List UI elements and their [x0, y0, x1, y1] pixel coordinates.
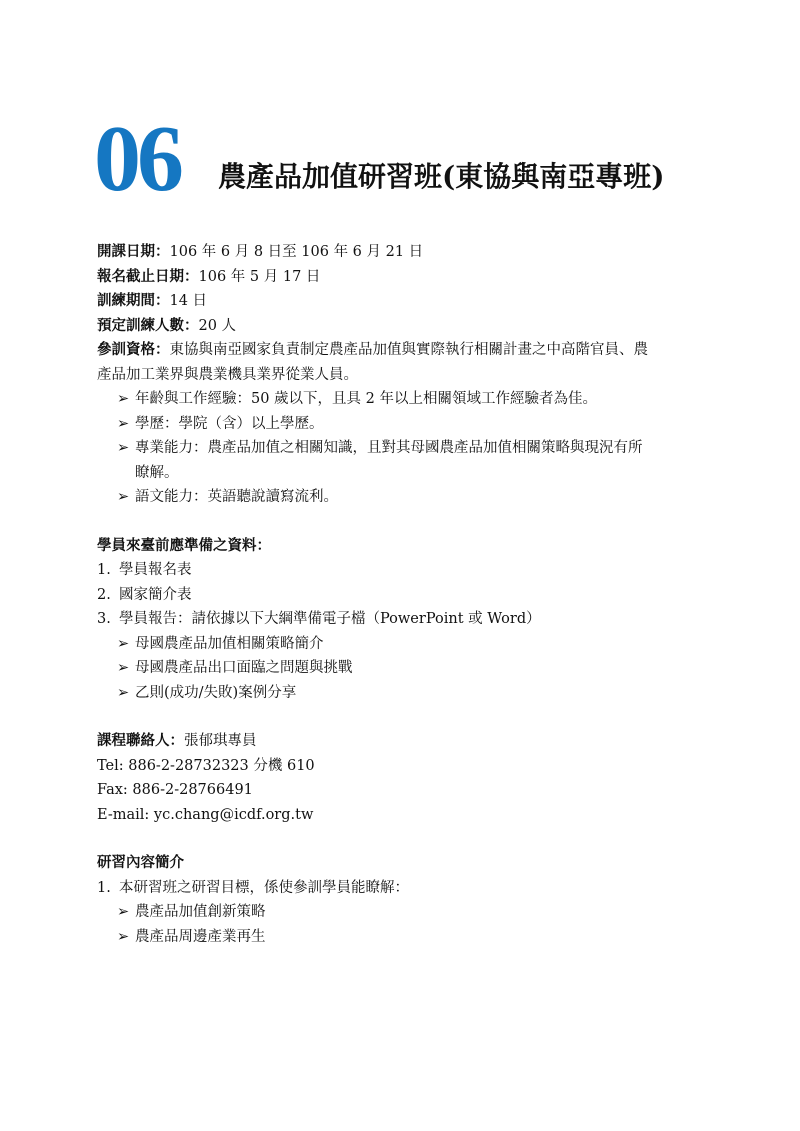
- arrow-bullet-icon: ➢: [117, 635, 130, 652]
- deadline-value: 106 年 5 月 17 日: [198, 268, 321, 285]
- duration-label: 訓練期間：: [97, 292, 170, 309]
- arrow-bullet-icon: ➢: [117, 489, 130, 505]
- content-sub-item: 農產品加值創新策略: [135, 904, 266, 920]
- qualification-line: [97, 338, 712, 363]
- section-number: 06: [94, 107, 180, 211]
- arrow-bullet-icon: ➢: [117, 660, 130, 676]
- duration-value: 14 日: [169, 293, 208, 309]
- list-item: 1. 學員報名表: [97, 562, 192, 578]
- duration-line: [97, 289, 712, 314]
- prep-heading: 學員來臺前應準備之資料：: [97, 536, 271, 554]
- start-date-line: [97, 240, 712, 265]
- list-item: [97, 485, 712, 510]
- arrow-bullet-icon: ➢: [117, 415, 130, 432]
- content-heading: 研習內容簡介: [97, 854, 184, 871]
- qualification-item: 專業能力：農產品加值之相關知識，且對其母國農產品加值相關策略與現況有所: [135, 440, 643, 456]
- list-item: 1. 本研習班之研習目標，係使參訓學員能瞭解：: [97, 879, 409, 896]
- arrow-bullet-icon: ➢: [117, 928, 130, 945]
- list-item: [97, 412, 712, 437]
- arrow-bullet-icon: ➢: [117, 684, 130, 701]
- list-item: [97, 632, 712, 657]
- prep-sub-item: 母國農產品加值相關策略簡介: [135, 635, 324, 652]
- qualification-item-cont: 瞭解。: [135, 464, 179, 481]
- trainees-value: 20 人: [198, 317, 237, 334]
- qualification-line-cont: 產品加工業界與農業機具業界從業人員。: [97, 366, 358, 383]
- content-sub-item: 農產品周邊產業再生: [135, 928, 266, 945]
- content-item: 本研習班之研習目標，係使參訓學員能瞭解：: [119, 879, 409, 896]
- arrow-bullet-icon: ➢: [117, 904, 130, 920]
- prep-sub-item: 乙則(成功/失敗)案例分享: [135, 684, 297, 701]
- list-item: [97, 900, 712, 925]
- start-date-value: 106 年 6 月 8 日至 106 年 6 月 21 日: [169, 244, 424, 260]
- arrow-bullet-icon: ➢: [117, 440, 130, 456]
- start-date-label: 開課日期：: [97, 243, 170, 260]
- list-item: [97, 925, 712, 950]
- page-title: 農產品加值研習班(東協與南亞專班): [218, 160, 665, 193]
- contact-tel: Tel: 886-2-28732323 分機 610: [97, 757, 315, 774]
- deadline-label: 報名截止日期：: [97, 267, 199, 285]
- prep-item: 國家簡介表: [119, 586, 192, 603]
- qualification-item: 年齡與工作經驗：50 歲以下，且具 2 年以上相關領域工作經驗者為佳。: [135, 391, 598, 407]
- qualification-item: 語文能力：英語聽說讀寫流利。: [135, 489, 338, 505]
- contact-name: 張郁琪專員: [184, 733, 257, 749]
- contact-label: 課程聯絡人：: [97, 732, 184, 749]
- qualification-value: 東協與南亞國家負責制定農產品加值與實際執行相關計畫之中高階官員、農: [169, 342, 648, 358]
- list-item: 3. 學員報告：請依據以下大綱準備電子檔（PowerPoint 或 Word）: [97, 611, 541, 627]
- qualification-label: 參訓資格：: [97, 341, 170, 358]
- document-body: [97, 240, 712, 949]
- contact-line: [97, 729, 712, 754]
- arrow-bullet-icon: ➢: [117, 391, 130, 407]
- list-item: 2. 國家簡介表: [97, 586, 192, 603]
- prep-item: 學員報名表: [119, 562, 192, 578]
- contact-fax: Fax: 886-2-28766491: [97, 782, 253, 798]
- prep-sub-item: 母國農產品出口面臨之問題與挑戰: [135, 660, 353, 676]
- list-item: [97, 656, 712, 681]
- deadline-line: [97, 265, 712, 290]
- list-item: [97, 436, 712, 461]
- qualification-item: 學歷：學院（含）以上學歷。: [135, 415, 324, 432]
- contact-email[interactable]: E-mail: yc.chang@icdf.org.tw: [97, 806, 314, 823]
- trainees-line: [97, 314, 712, 339]
- list-item: [97, 681, 712, 706]
- trainees-label: 預定訓練人數：: [97, 316, 199, 334]
- list-item: [97, 387, 712, 412]
- prep-item: 學員報告：請依據以下大綱準備電子檔（PowerPoint 或 Word）: [119, 611, 541, 627]
